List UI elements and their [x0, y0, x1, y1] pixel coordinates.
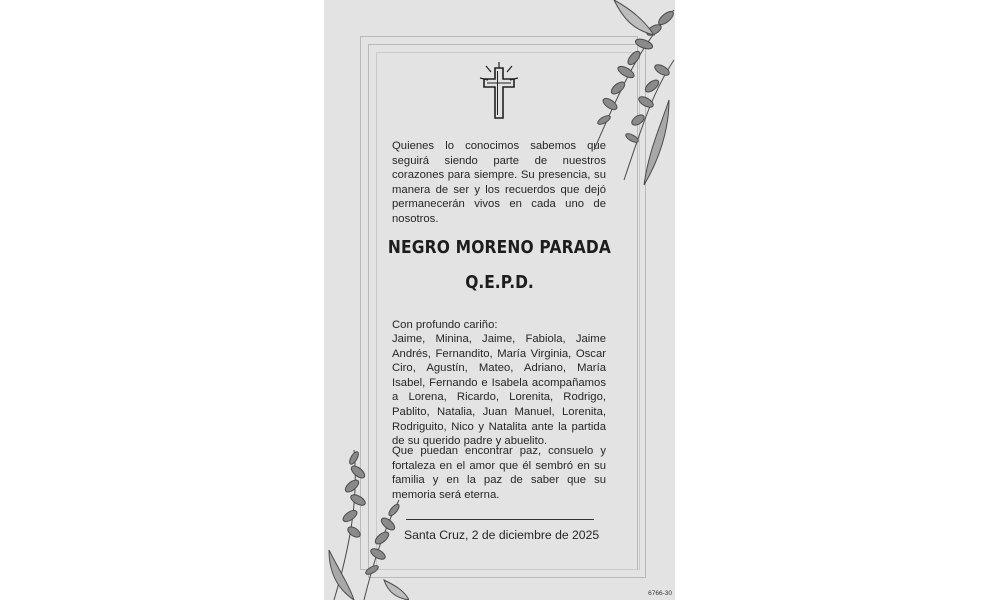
- deceased-name: NEGRO MORENO PARADA: [387, 237, 612, 258]
- family-paragraph: Jaime, Minina, Jaime, Fabiola, Jaime Andrés, Fernandito, María Virginia, Oscar Ciro, Agustín, Mateo, Adriano, María Isabel, Fernando e Isabela acompañamos a Lorena, Ricardo, Lorenita, Rodrigo, Pablito, Natalia, Juan Manuel, Lorenita, Rodriguito, Nico y Natalita ante la partida de su querido padre y abuelito.: [392, 333, 606, 448]
- obituary-card: [324, 0, 675, 600]
- signature-line: [406, 519, 594, 520]
- rip-abbreviation: Q.E.P.D.: [465, 272, 534, 293]
- family-intro: Con profundo cariño:: [392, 319, 498, 331]
- intro-paragraph: Quienes lo conocimos sabemos que seguirá siendo parte de nuestros corazones para siempre. Su presencia, su manera de ser y los recuerdos que dejó permanecerán vivos en cada uno de nosotros.: [392, 140, 606, 225]
- cross-icon: [474, 62, 524, 122]
- place-date: Santa Cruz, 2 de diciembre de 2025: [404, 528, 600, 542]
- closing-paragraph: Que puedan encontrar paz, consuelo y fortaleza en el amor que él sembró en su familia y en la paz de saber que su memoria será eterna.: [392, 445, 606, 501]
- reference-code: 6766-30: [648, 590, 672, 597]
